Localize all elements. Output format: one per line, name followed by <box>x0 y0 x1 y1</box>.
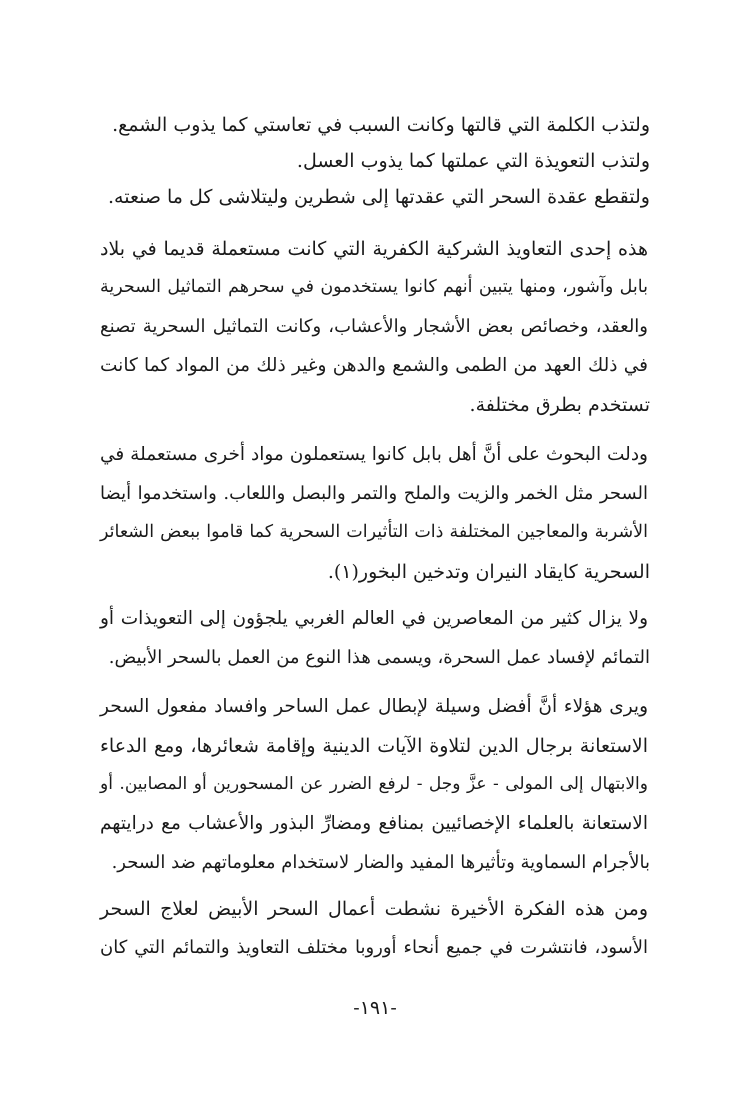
paragraph-line: الاستعانة بالعلماء الإخصائيين بمنافع ومضارِّ البذور والأعشاب مع درايتهم <box>100 813 648 834</box>
paragraph-line: الأشربة والمعاجين المختلفة ذات التأثيرات السحرية كما قاموا ببعض الشعائر <box>100 522 648 542</box>
paragraph-line: في ذلك العهد من الطمى والشمع والدهن وغير ذلك من المواد كما كانت <box>100 355 648 376</box>
paragraph-line: بالأجرام السماوية وتأثيرها المفيد والضار لاستخدام معلوماتهم ضد السحر. <box>111 852 650 873</box>
paragraph-line: ومن هذه الفكرة الأخيرة نشطت أعمال السحر الأبيض لعلاج السحر <box>100 898 648 920</box>
verse-line: ولتذب الكلمة التي قالتها وكانت السبب في تعاستي كما يذوب الشمع. <box>112 114 650 136</box>
paragraph-line: الاستعانة برجال الدين لتلاوة الآيات الدينية وإقامة شعائرها، ومع الدعاء <box>100 735 648 757</box>
paragraph-line: والابتهال إلى المولى - عزَّ وجل - لرفع الضرر عن المسحورين أو المصابين. أو <box>100 774 648 794</box>
verse-line: ولتقطع عقدة السحر التي عقدتها إلى شطرين وليتلاشى كل ما صنعته. <box>107 186 650 208</box>
paragraph-line: السحرية كايقاد النيران وتدخين البخور(١). <box>327 561 650 583</box>
paragraph-line: السحر مثل الخمر والزيت والملح والتمر والبصل واللعاب. واستخدموا أيضا <box>100 483 648 504</box>
paragraph-line: ودلت البحوث على أنَّ أهل بابل كانوا يستعملون مواد أخرى مستعملة في <box>100 444 648 465</box>
paragraph-line: بابل وآشور، ومنها يتبين أنهم كانوا يستخدمون في سحرهم التماثيل السحرية <box>100 277 648 297</box>
paragraph-line: الأسود، فانتشرت في جميع أنحاء أوروبا مختلف التعاويذ والتمائم التي كان <box>100 937 648 958</box>
paragraph-line: التمائم لإفساد عمل السحرة، ويسمى هذا النوع من العمل بالسحر الأبيض. <box>108 647 650 668</box>
page-number: -١٩١- <box>353 997 397 1019</box>
paragraph-line: ويرى هؤلاء أنَّ أفضل وسيلة لإبطال عمل الساحر وافساد مفعول السحر <box>100 696 648 717</box>
verse-line: ولتذب التعويذة التي عملتها كما يذوب العسل. <box>296 150 650 172</box>
paragraph-line: هذه إحدى التعاويذ الشركية الكفرية التي كانت مستعملة قديما في بلاد <box>100 238 648 260</box>
paragraph-line: تستخدم بطرق مختلفة. <box>469 394 650 416</box>
paragraph-line: ولا يزال كثير من المعاصرين في العالم الغربي يلجؤون إلى التعويذات أو <box>100 608 648 629</box>
paragraph-line: والعقد، وخصائص بعض الأشجار والأعشاب، وكانت التماثيل السحرية تصنع <box>100 316 648 337</box>
